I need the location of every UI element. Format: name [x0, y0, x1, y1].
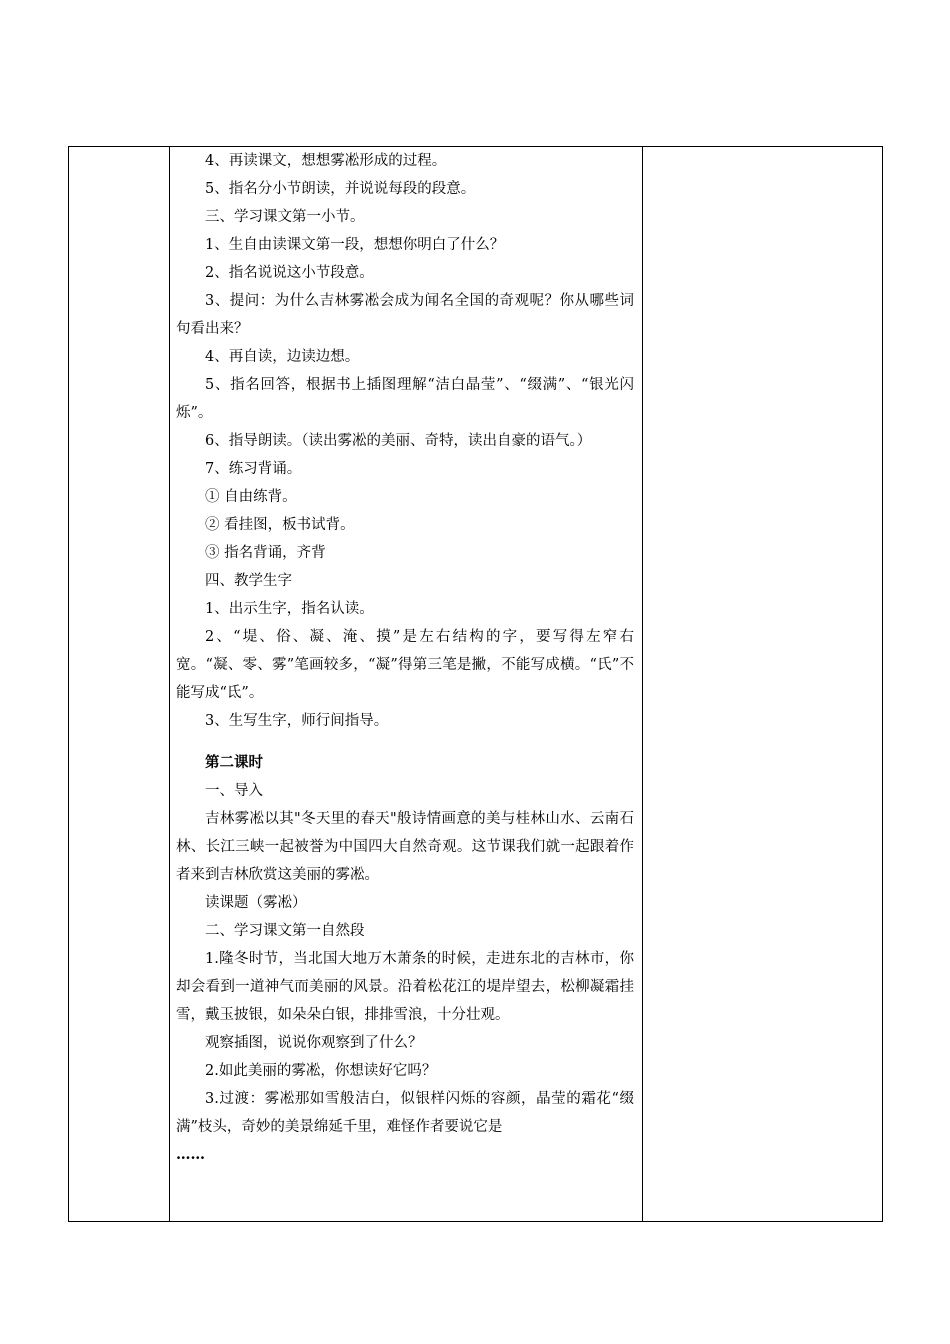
- paragraph: 1、生自由读课文第一段，想想你明白了什么？: [205, 237, 505, 253]
- paragraph: 4、再读课文，想想雾凇形成的过程。: [205, 153, 447, 169]
- table-row: [69, 147, 883, 1222]
- list-item: ② 看挂图，板书试背。: [205, 517, 355, 533]
- paragraph: 2.如此美丽的雾凇，你想读好它吗？: [205, 1063, 437, 1079]
- right-column-cell: [643, 147, 883, 1222]
- paragraph: 6、指导朗读。（读出雾凇的美丽、奇特，读出自豪的语气。）: [205, 433, 592, 449]
- paragraph: 3.过渡：雾凇那如雪般洁白，似银样闪烁的容颜，晶莹的霜花“缀满”枝头，奇妙的美景绵延千里，难怪作者要说它是: [176, 1091, 634, 1135]
- paragraph: 4、再自读，边读边想。: [205, 349, 360, 365]
- paragraph: 5、指名分小节朗读，并说说每段的段意。: [205, 181, 476, 197]
- paragraph: 读课题（雾凇）: [205, 895, 307, 911]
- section-heading: 四、教学生字: [205, 573, 292, 589]
- second-period-title: 第二课时: [205, 754, 263, 771]
- paragraph: 1.隆冬时节，当北国大地万木萧条的时候，走进东北的吉林市，你却会看到一道神气而美丽的风景。沿着松花江的堤岸望去，松柳凝霜挂雪，戴玉披银，如朵朵白银，排排雪浪，十分壮观。: [176, 951, 634, 1023]
- lesson-content: [170, 147, 642, 1169]
- section-heading: 三、学习课文第一小节。: [205, 209, 365, 225]
- paragraph: 3、生写生字，师行间指导。: [205, 713, 389, 729]
- paragraph: 5、指名回答，根据书上插图理解“洁白晶莹”、“缀满”、“银光闪烁”。: [176, 377, 634, 421]
- paragraph: 观察插图，说说你观察到了什么？: [205, 1035, 423, 1051]
- main-content-cell: [170, 147, 643, 1222]
- paragraph: 2、“堤、俗、凝、淹、摸”是左右结构的字，要写得左窄右宽。“凝、零、雾”笔画较多，“凝”得第三笔是撇，不能写成横。“氏”不能写成“氐”。: [176, 629, 634, 701]
- ellipsis: ……: [176, 1146, 205, 1163]
- paragraph: 2、指名说说这小节段意。: [205, 265, 374, 281]
- list-item: ③ 指名背诵，齐背: [205, 545, 326, 561]
- left-column-cell: [69, 147, 170, 1222]
- paragraph: 7、练习背诵。: [205, 461, 302, 477]
- lesson-plan-table: [68, 146, 883, 1222]
- list-item: ① 自由练背。: [205, 489, 297, 505]
- section-heading: 二、学习课文第一自然段: [205, 923, 365, 939]
- paragraph: 吉林雾凇以其"冬天里的春天"般诗情画意的美与桂林山水、云南石林、长江三峡一起被誉为中国四大自然奇观。这节课我们就一起跟着作者来到吉林欣赏这美丽的雾凇。: [176, 811, 634, 883]
- paragraph: 3、提问：为什么吉林雾凇会成为闻名全国的奇观呢？你从哪些词句看出来？: [176, 293, 634, 337]
- paragraph: 1、出示生字，指名认读。: [205, 601, 374, 617]
- section-heading: 一、导入: [205, 783, 263, 799]
